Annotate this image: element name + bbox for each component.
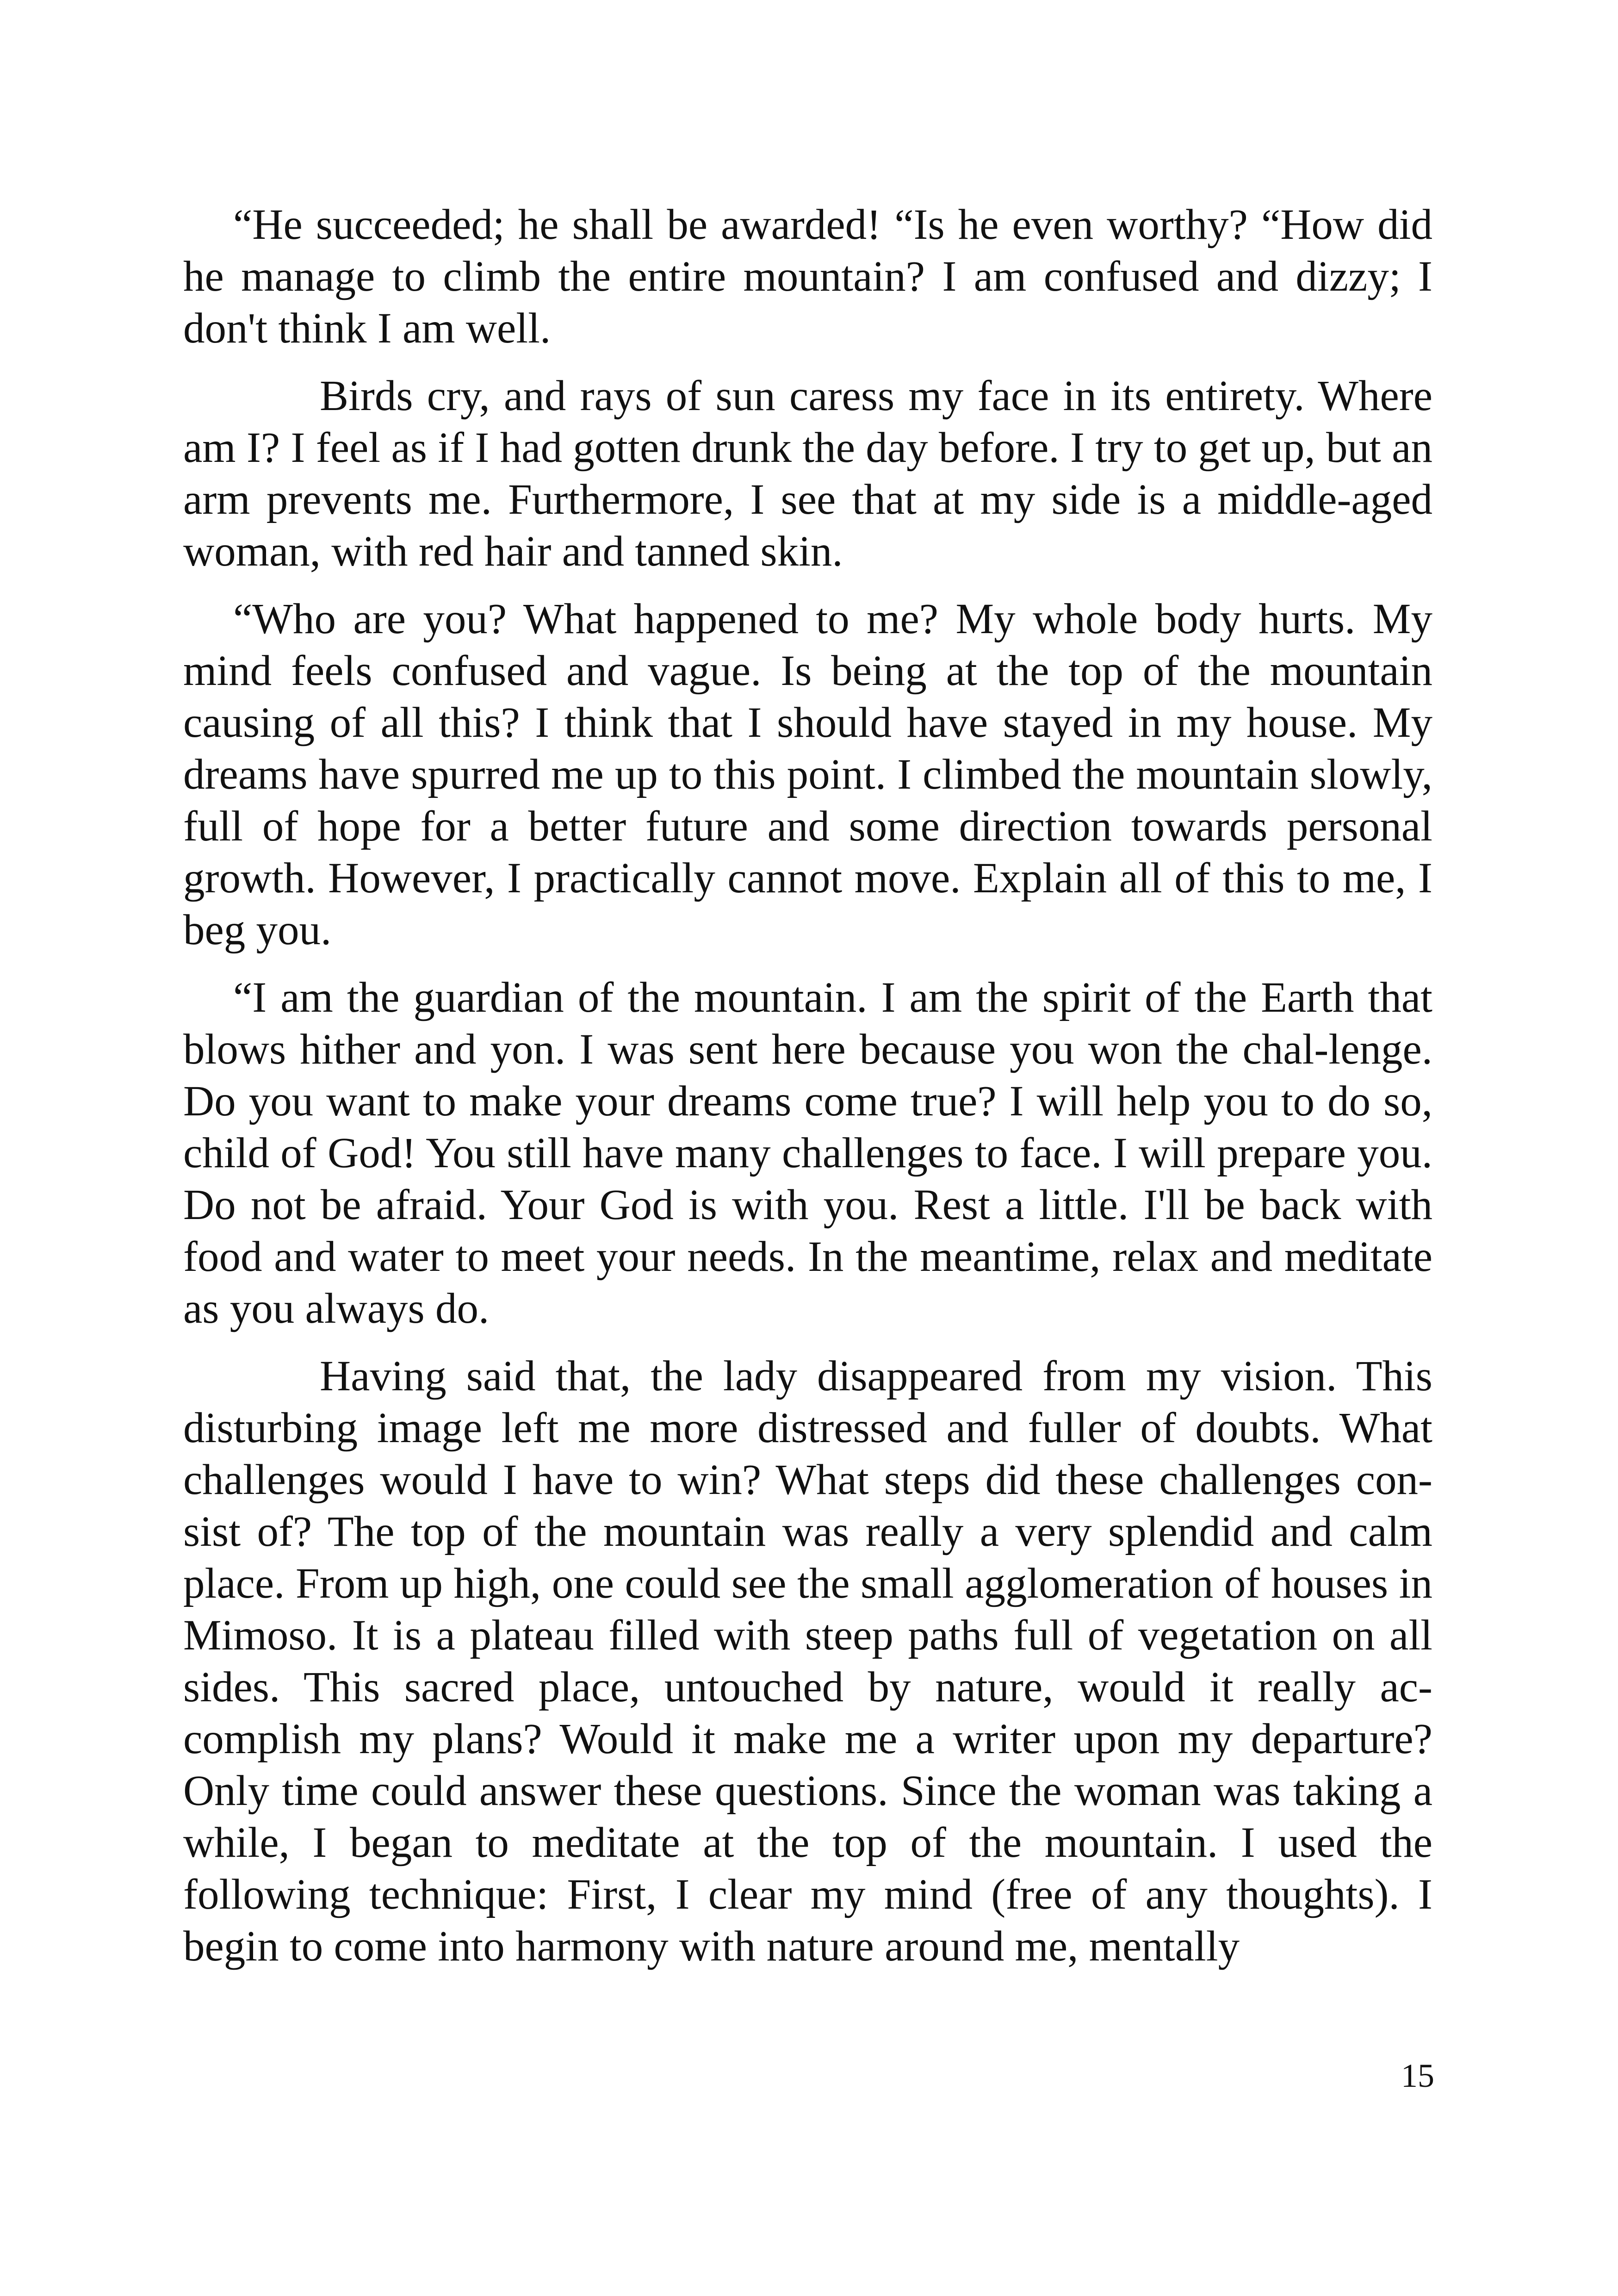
body-text [183,199,1432,1988]
paragraph-2: Birds cry, and rays of sun caress my face in its entirety. Where am I? I feel as if I had gotten drunk the day before. I try to get up, but an arm prevents me. Furthermore, I see that at my side is a middle-aged woman, with red hair and tanned skin. [183,372,1432,575]
paragraph-4: “I am the guardian of the mountain. I am the spirit of the Earth that blows hither and yon. I was sent here because you won the chal-lenge. Do you want to make your dreams come true? I will help you to do so, child of God! You still have many challenges to face. I will prepare you. Do not be afraid. Your God is with you. Rest a little. I'll be back with food and water to meet your needs. In the meantime, relax and meditate as you always do. [183,974,1432,1332]
paragraph-3: “Who are you? What happened to me? My whole body hurts. My mind feels confused and vague. Is being at the top of the mountain causing of all this? I think that I should have stayed in my house. My dreams have spurred me up to this point. I climbed the mountain slowly, full of hope for a better future and some direction towards personal growth. However, I practically cannot move. Explain all of this to me, I beg you. [183,595,1432,954]
paragraph-5: Having said that, the lady disappeared from my vision. This disturbing image left me more distressed and fuller of doubts. What challenges would I have to win? What steps did these challenges con-sist of? The top of the mountain was really a very splendid and calm place. From up high, one could see the small agglomeration of houses in Mimoso. It is a plateau filled with steep paths full of vegetation on all sides. This sacred place, untouched by nature, would it really ac-complish my plans? Would it make me a writer upon my departure? Only time could answer these questions. Since the woman was taking a while, I began to meditate at the top of the mountain. I used the following technique: First, I clear my mind (free of any thoughts). I begin to come into harmony with nature around me, mentally [183,1352,1432,1970]
paragraph-1: “He succeeded; he shall be awarded! “Is he even worthy? “How did he manage to climb the entire mountain? I am confused and dizzy; I don't think I am well. [183,201,1432,352]
page-number: 15 [1401,2057,1434,2094]
